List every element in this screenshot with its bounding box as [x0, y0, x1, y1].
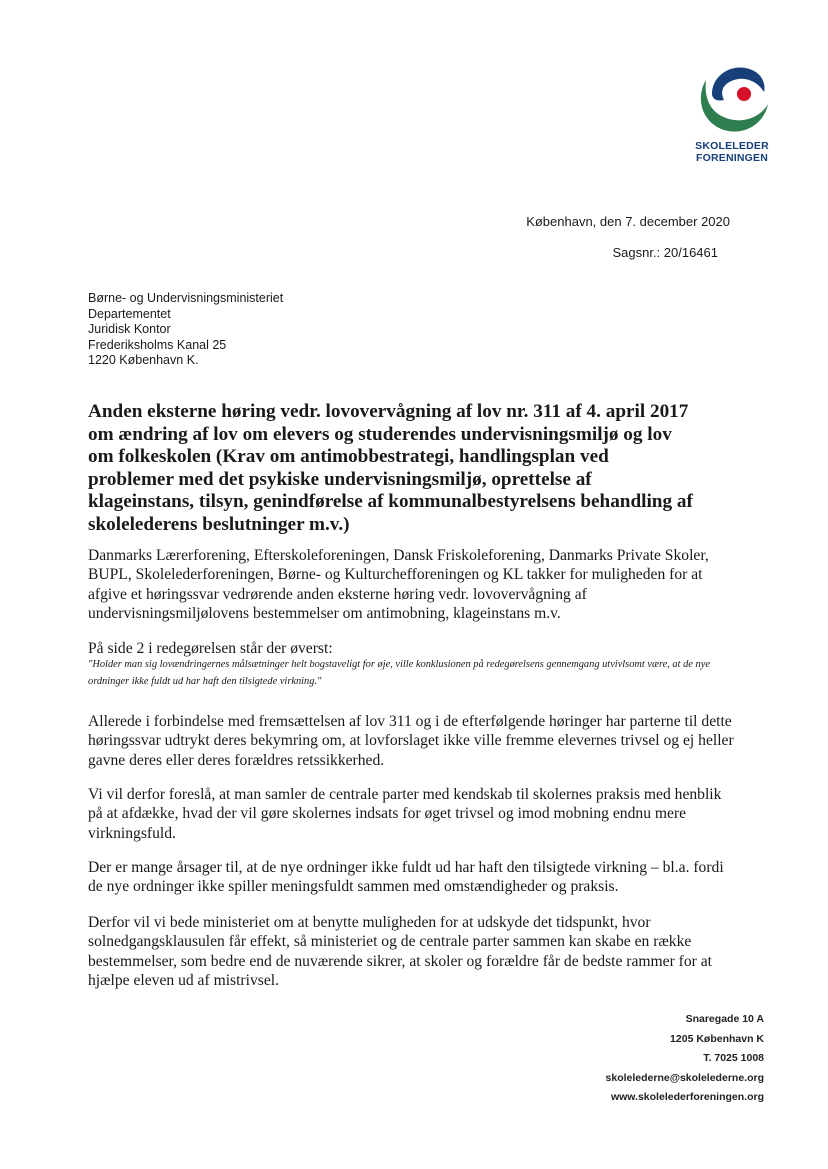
contact-footer: [606, 1010, 764, 1108]
footer-city: 1205 København K: [670, 1032, 764, 1045]
recipient-address: [88, 291, 283, 369]
paragraph-4: Derfor vil vi bede ministeriet om at benytte muligheden for at udskyde det tidspunkt, hvor solnedgangsklausulen får effekt, så ministeriet og de centrale parter sammen kan skabe en række bestemmelser, som bedre end de nuværende sikrer, at skoler og forældre får de bedste rammer for at hjælpe eleven ud af mistrivsel.: [88, 914, 713, 990]
address-line: 1220 København K.: [88, 353, 199, 367]
case-number: Sagsnr.: 20/16461: [612, 245, 718, 260]
organization-logo: [690, 58, 774, 168]
skolelederforeningen-emblem-icon: [694, 58, 770, 136]
logo-line-2: FORENINGEN: [695, 152, 768, 164]
quotation: "Holder man sig lovændringernes målsætninger helt bogstaveligt for øje, ville konklusionen på redegørelsens gennemgang utvivlsomt være, at de nye ordninger ikke fuldt ud har haft den tilsigtede virkning.": [88, 659, 710, 687]
address-line: Juridisk Kontor: [88, 322, 171, 336]
footer-website[interactable]: www.skolelederforeningen.org: [610, 1091, 764, 1103]
logo-line-1: SKOLELEDER: [695, 140, 769, 152]
footer-email[interactable]: skolelederne@skolelederne.org: [605, 1071, 764, 1084]
paragraph-1: Allerede i forbindelse med fremsættelsen af lov 311 og i de efterfølgende høringer har parterne til dette høringssvar udtrykt deres bekymring om, at lovforslaget ikke ville fremme elevernes trivsel og ej heller gavne deres eller deres forældres retssikkerhed.: [88, 713, 734, 769]
letter-title: Anden eksterne høring vedr. lovovervågning af lov nr. 311 af 4. april 2017 om ændring af lov om elevers og studerendes undervisningsmiljø og lov om folkeskolen (Krav om antimobbestrategi, handlingsplan ved problemer med det psykiske undervisningsmiljø, oprettelse af klageinstans, tilsyn, genindførelse af kommunalbestyrelsens behandling af skolelederens beslutninger m.v.): [88, 401, 693, 535]
quote-intro: På side 2 i redegørelsen står der øverst:: [88, 640, 333, 657]
paragraph-2: Vi vil derfor foreslå, at man samler de centrale parter med kendskab til skolernes praksis med henblik på at afdække, hvad der vil gøre skolernes indsats for øget trivsel og imod mobning endnu mere virkningsfuld.: [88, 786, 722, 842]
paragraph-3: Der er mange årsager til, at de nye ordninger ikke fuldt ud har haft den tilsigtede virkning – bl.a. fordi de nye ordninger ikke spiller meningsfuldt sammen med omstændigheder og praksis.: [88, 859, 724, 896]
intro-paragraph: Danmarks Lærerforening, Efterskoleforeningen, Dansk Friskoleforening, Danmarks Private Skoler, BUPL, Skolelederforeningen, Børne- og Kulturchefforeningen og KL takker for muligheden for at afgive et høringssvar vedrørende anden eksterne høring vedr. lovovervågning af undervisningsmiljølovens bestemmelser om antimobning, klageinstans m.v.: [88, 547, 709, 623]
dateline: København, den 7. december 2020: [526, 214, 730, 229]
address-line: Departementet: [88, 306, 171, 321]
address-line: Frederiksholms Kanal 25: [88, 337, 227, 352]
footer-phone: T. 7025 1008: [703, 1052, 764, 1064]
address-line: Børne- og Undervisningsministeriet: [88, 291, 284, 305]
footer-street: Snaregade 10 A: [685, 1013, 764, 1025]
